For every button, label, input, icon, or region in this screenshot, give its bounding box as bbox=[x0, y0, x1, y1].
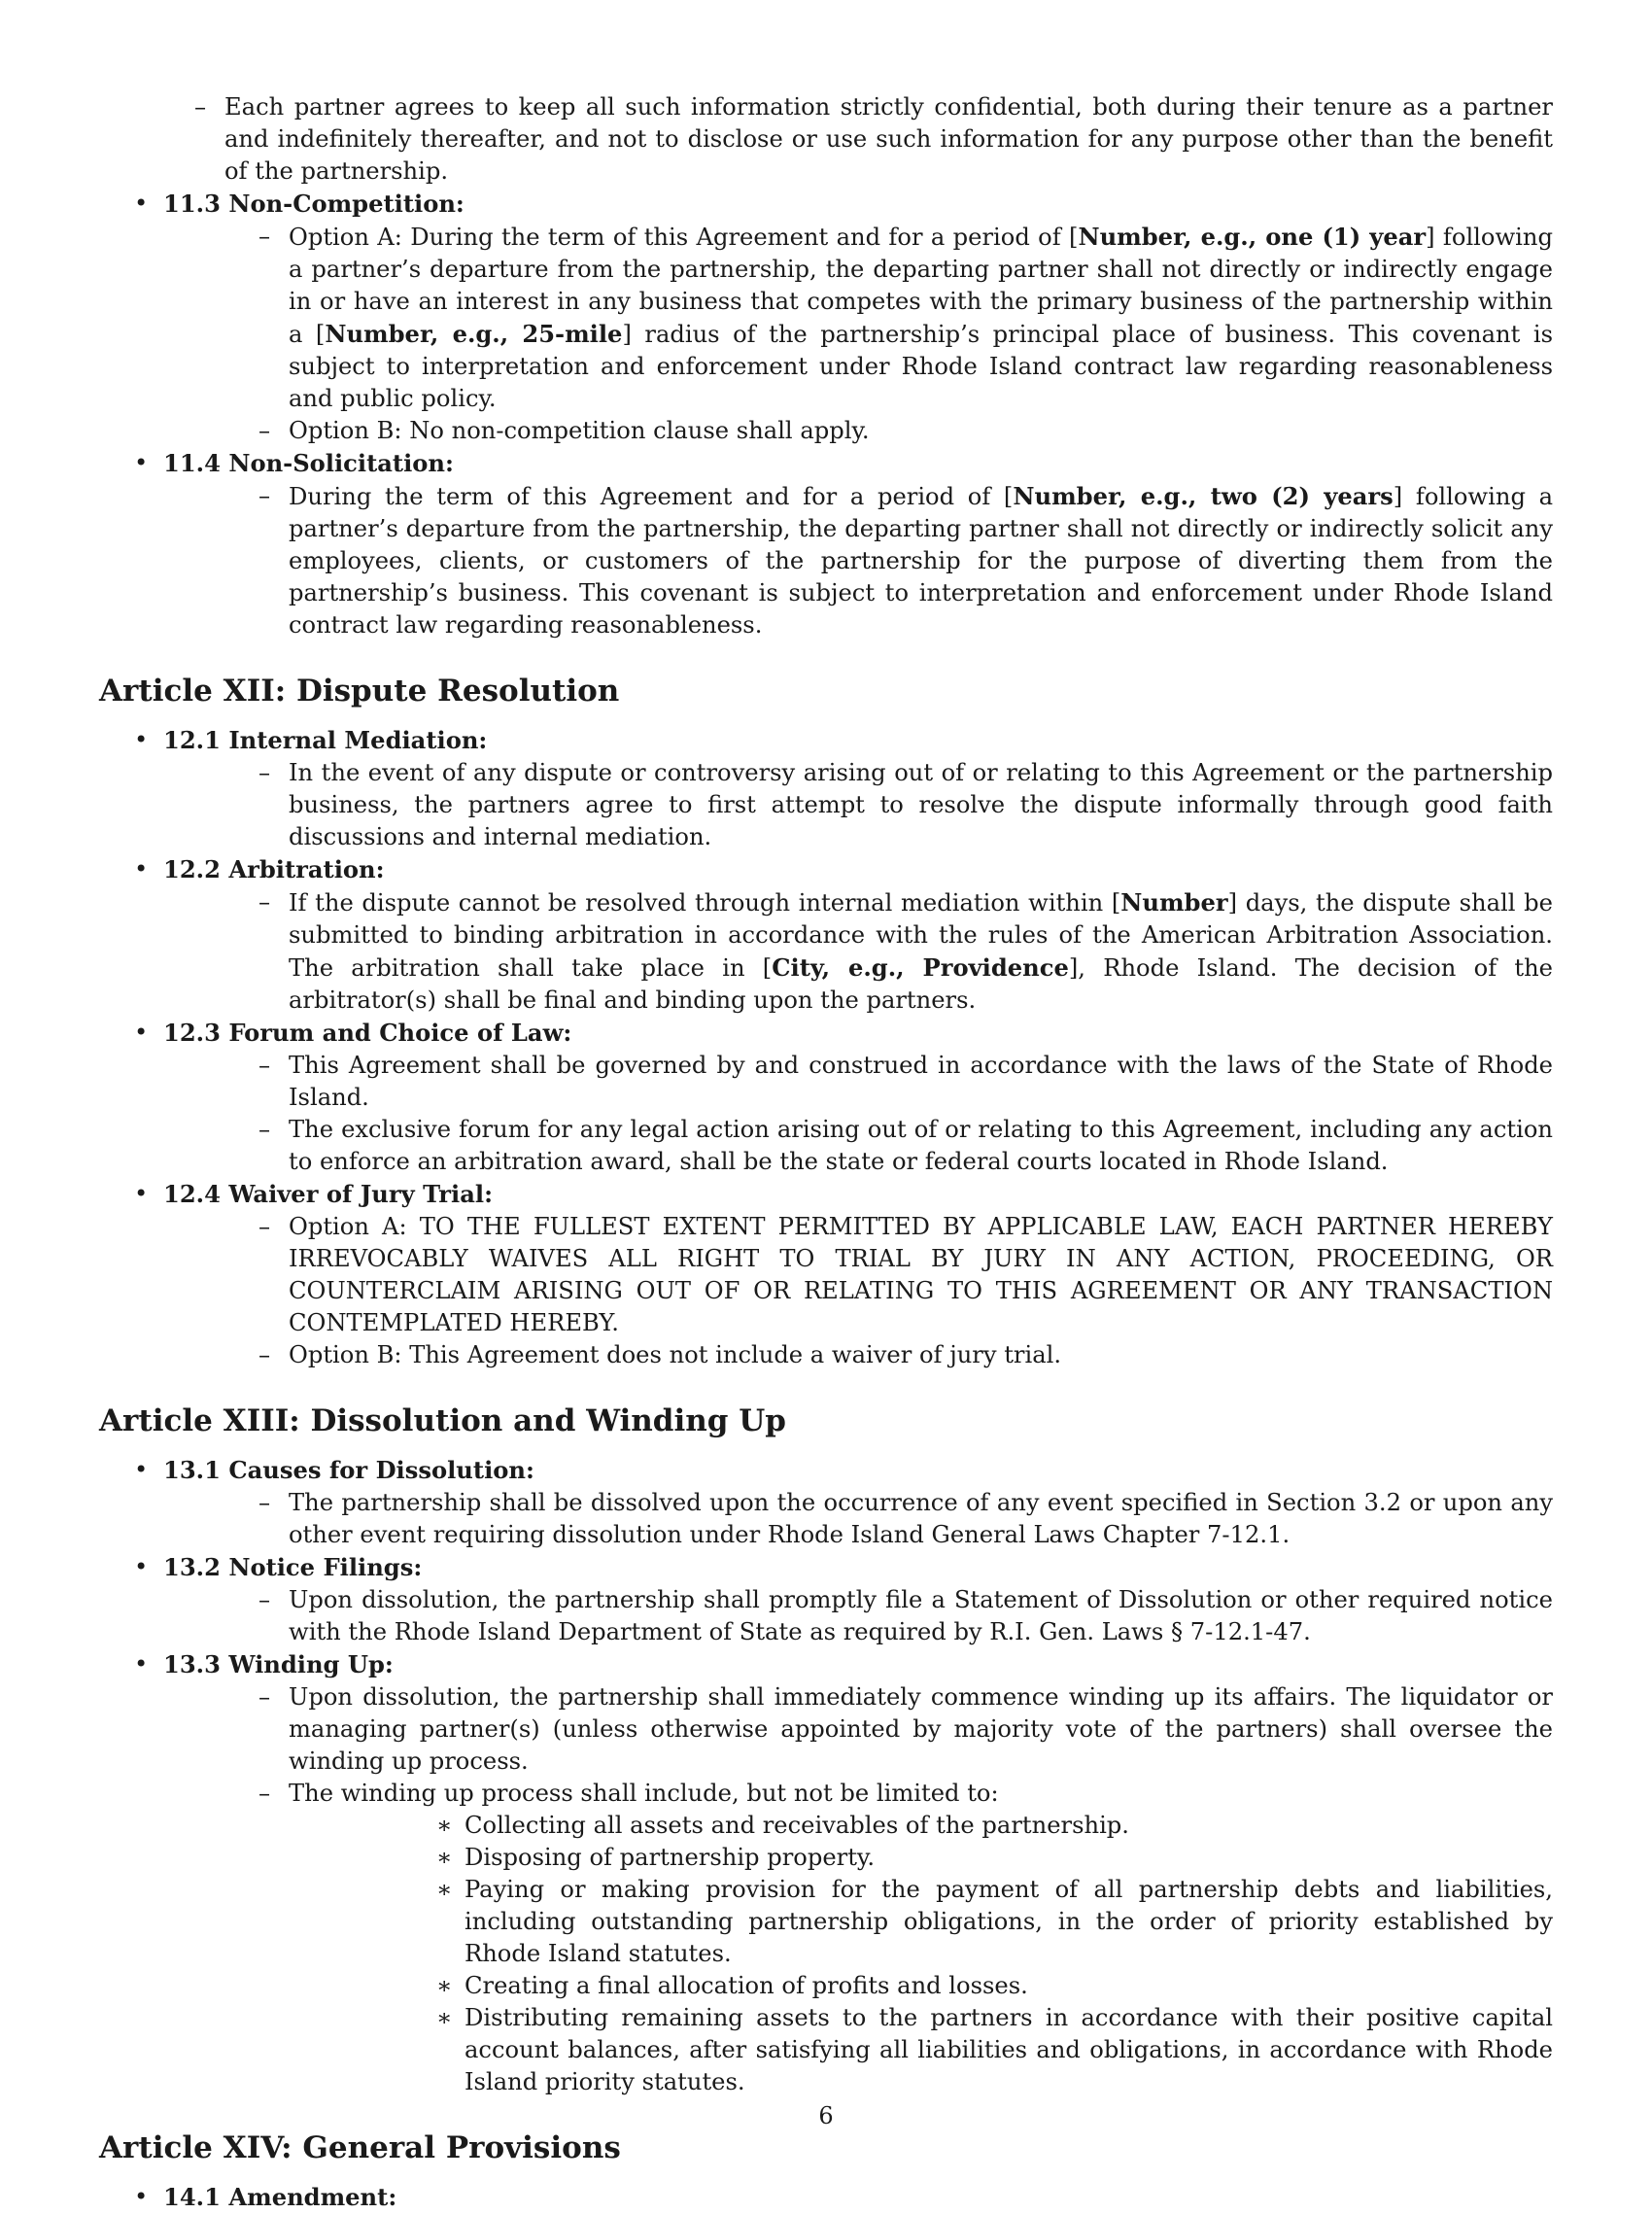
article-14-heading: Article XIV: General Provisions bbox=[99, 2130, 621, 2165]
subsection-list bbox=[163, 1584, 1553, 1648]
dash-marker: – bbox=[258, 1586, 271, 1613]
section-heading: 13.2 Notice Filings: bbox=[163, 1553, 423, 1581]
list-item bbox=[289, 2002, 1553, 2098]
section-heading: 12.1 Internal Mediation: bbox=[163, 726, 488, 754]
section-heading: 13.3 Winding Up: bbox=[163, 1650, 394, 1678]
notice-filings-text: Upon dissolution, the partnership shall promptly file a Statement of Dissolution or other required notice with the Rhode Island Department of State as required by R.I. Gen. Laws § 7-12.1-47. bbox=[289, 1586, 1553, 1645]
bullet-marker: • bbox=[134, 1019, 149, 1046]
dash-marker: – bbox=[258, 1489, 271, 1516]
option-b bbox=[163, 1339, 1553, 1371]
dash-marker: – bbox=[194, 93, 207, 121]
section-heading: 11.3 Non-Competition: bbox=[163, 190, 465, 218]
list-item bbox=[163, 757, 1553, 853]
article-13-heading: Article XIII: Dissolution and Winding Up bbox=[99, 1403, 786, 1438]
placeholder-field: Number, e.g., two (2) years bbox=[1013, 482, 1394, 510]
step-text: Disposing of partnership property. bbox=[465, 1844, 876, 1871]
option-b-text: Option B: No non-competition clause shall apply. bbox=[289, 417, 870, 444]
list-item bbox=[163, 480, 1553, 641]
bullet-marker: • bbox=[134, 1180, 149, 1207]
list-item bbox=[163, 886, 1553, 1017]
subsection-list bbox=[163, 757, 1553, 853]
list-item bbox=[163, 1584, 1553, 1648]
subsection-list bbox=[163, 1050, 1553, 1178]
winding-up-text: Upon dissolution, the partnership shall immediately commence winding up its affairs. The liquidator or managing partner(s) (unless otherwise appointed by majority vote of the partners) shall oversee the winding up process. bbox=[289, 1683, 1553, 1775]
jury-waiver-text: Option A: TO THE FULLEST EXTENT PERMITTED BY APPLICABLE LAW, EACH PARTNER HEREBY IRREVOCABLY WAIVES ALL RIGHT TO TRIAL BY JURY IN ANY ACTION, PROCEEDING, OR COUNTERCLAIM ARISING OUT OF OR RELATING TO THIS AGREEMENT OR ANY TRANSACTION CONTEMPLATED HEREBY. bbox=[289, 1213, 1553, 1336]
dash-marker: – bbox=[258, 417, 271, 444]
dash-marker: – bbox=[258, 759, 271, 786]
article-11-sections bbox=[99, 188, 1553, 641]
page-number: 6 bbox=[818, 2102, 834, 2129]
section-12-2 bbox=[99, 853, 1553, 1017]
mediation-text: In the event of any dispute or controversy arising out of or relating to this Agreement or the partnership business, the partners agree to first attempt to resolve the dispute informally through good faith discussions and internal mediation. bbox=[289, 759, 1553, 850]
section-11-4 bbox=[99, 447, 1553, 641]
step-text: Creating a final allocation of profits and losses. bbox=[465, 1972, 1028, 1999]
list-item bbox=[163, 1778, 1553, 2098]
article-14-sections bbox=[99, 2181, 1553, 2214]
list-item bbox=[99, 91, 1553, 188]
star-marker: ∗ bbox=[436, 1876, 453, 1903]
list-item bbox=[289, 1874, 1553, 1970]
no-waiver-text: Option B: This Agreement does not include a waiver of jury trial. bbox=[289, 1341, 1062, 1368]
placeholder-field: Number bbox=[1120, 888, 1228, 917]
list-item bbox=[289, 1842, 1553, 1874]
non-solicitation-text: During the term of this Agreement and for a period of [Number, e.g., two (2) years] following a partner’s departure from the partnership, the departing partner shall not directly or indirectly solicit any employees, clients, or customers of the partnership for the purpose of diverting them from the partnership’s business. This covenant is subject to interpretation and enforcement under Rhode Island contract law regarding reasonableness. bbox=[289, 482, 1554, 639]
section-heading: 14.1 Amendment: bbox=[163, 2183, 397, 2211]
section-heading: 12.3 Forum and Choice of Law: bbox=[163, 1019, 572, 1047]
placeholder-field: Number, e.g., one (1) year bbox=[1078, 223, 1427, 251]
dash-marker: – bbox=[258, 482, 271, 509]
dash-marker: – bbox=[258, 1116, 271, 1143]
option-a-text: Option A: During the term of this Agreement and for a period of [Number, e.g., one (1) year] following a partner’s departure from the partnership, the departing partner shall not directly or indirectly engage in or have an interest in any business that competes with the primary business of the partnership within a [Number, e.g., 25-mile] radius of the partnership’s principal place of business. This covenant is subject to interpretation and enforcement under Rhode Island contract law regarding reasonableness and public policy. bbox=[289, 223, 1553, 412]
bullet-marker: • bbox=[134, 855, 149, 882]
list-item bbox=[163, 1050, 1553, 1114]
forum-text: The exclusive forum for any legal action arising out of or relating to this Agreement, including any action to enforce an arbitration award, shall be the state or federal courts located in Rhode Island. bbox=[289, 1116, 1553, 1175]
dash-marker: – bbox=[258, 1213, 271, 1240]
section-heading: 12.4 Waiver of Jury Trial: bbox=[163, 1180, 494, 1208]
article-12-heading: Article XII: Dispute Resolution bbox=[99, 674, 620, 709]
option-b bbox=[163, 415, 1553, 447]
winding-up-process-text: The winding up process shall include, but not be limited to: bbox=[289, 1780, 999, 1807]
section-13-3 bbox=[99, 1648, 1553, 2098]
arbitration-text: If the dispute cannot be resolved through internal mediation within [Number] days, the dispute shall be submitted to binding arbitration in accordance with the rules of the American Arbitration Association. The arbitration shall take place in [City, e.g., Providence], Rhode Island. The decision of the arbitrator(s) shall be final and binding upon the partners. bbox=[289, 888, 1553, 1014]
dash-marker: – bbox=[258, 223, 271, 250]
dash-marker: – bbox=[258, 1780, 271, 1807]
document-page bbox=[99, 91, 1553, 2214]
bullet-marker: • bbox=[134, 726, 149, 753]
winding-up-steps bbox=[289, 1810, 1553, 2098]
dash-marker: – bbox=[258, 888, 271, 916]
bullet-marker: • bbox=[134, 190, 149, 217]
section-12-3 bbox=[99, 1017, 1553, 1178]
subsection-list bbox=[163, 886, 1553, 1017]
confidentiality-text: Each partner agrees to keep all such information strictly confidential, both during their tenure as a partner and indefinitely thereafter, and not to disclose or use such information for any purpose other than the benefit of the partnership. bbox=[224, 93, 1553, 185]
article-12-sections bbox=[99, 724, 1553, 1371]
list-item bbox=[163, 1487, 1553, 1551]
step-text: Collecting all assets and receivables of the partnership. bbox=[465, 1812, 1129, 1839]
step-text: Paying or making provision for the payment of all partnership debts and liabilities, including outstanding partnership obligations, in the order of priority established by Rhode Island statutes. bbox=[465, 1876, 1553, 1967]
subsection-list bbox=[163, 480, 1553, 641]
bullet-marker: • bbox=[134, 1650, 149, 1678]
subsection-list bbox=[163, 1211, 1553, 1371]
list-item bbox=[289, 1810, 1553, 1842]
bullet-marker: • bbox=[134, 1553, 149, 1580]
governing-law-text: This Agreement shall be governed by and construed in accordance with the laws of the State of Rhode Island. bbox=[289, 1052, 1553, 1111]
placeholder-field: Number, e.g., 25-mile bbox=[325, 320, 623, 348]
section-heading: 13.1 Causes for Dissolution: bbox=[163, 1456, 534, 1484]
option-a bbox=[163, 221, 1553, 415]
section-12-1 bbox=[99, 724, 1553, 853]
continuation-list bbox=[99, 91, 1553, 188]
section-14-1 bbox=[99, 2181, 1553, 2214]
list-item bbox=[163, 1681, 1553, 1778]
subsection-list bbox=[163, 1487, 1553, 1551]
star-marker: ∗ bbox=[436, 1812, 453, 1839]
section-11-3 bbox=[99, 188, 1553, 447]
step-text: Distributing remaining assets to the partners in accordance with their positive capital account balances, after satisfying all liabilities and obligations, in accordance with Rhode Island priority statutes. bbox=[465, 2004, 1553, 2095]
dash-marker: – bbox=[258, 1052, 271, 1079]
option-a bbox=[163, 1211, 1553, 1339]
bullet-marker: • bbox=[134, 449, 149, 476]
list-item bbox=[163, 1114, 1553, 1178]
placeholder-field: City, e.g., Providence bbox=[772, 953, 1069, 982]
bullet-marker: • bbox=[134, 2183, 149, 2210]
section-13-2 bbox=[99, 1551, 1553, 1648]
bullet-marker: • bbox=[134, 1456, 149, 1483]
dash-marker: – bbox=[258, 1683, 271, 1711]
section-12-4 bbox=[99, 1178, 1553, 1371]
article-13-sections bbox=[99, 1454, 1553, 2098]
subsection-list bbox=[163, 221, 1553, 447]
section-heading: 11.4 Non-Solicitation: bbox=[163, 449, 454, 477]
star-marker: ∗ bbox=[436, 1972, 453, 1999]
section-heading: 12.2 Arbitration: bbox=[163, 855, 385, 883]
list-item bbox=[289, 1970, 1553, 2002]
star-marker: ∗ bbox=[436, 1844, 453, 1871]
dissolution-causes-text: The partnership shall be dissolved upon the occurrence of any event specified in Section 3.2 or upon any other event requiring dissolution under Rhode Island General Laws Chapter 7-12.1. bbox=[289, 1489, 1553, 1548]
section-13-1 bbox=[99, 1454, 1553, 1551]
dash-marker: – bbox=[258, 1341, 271, 1368]
subsection-list bbox=[163, 1681, 1553, 2098]
star-marker: ∗ bbox=[436, 2004, 453, 2031]
